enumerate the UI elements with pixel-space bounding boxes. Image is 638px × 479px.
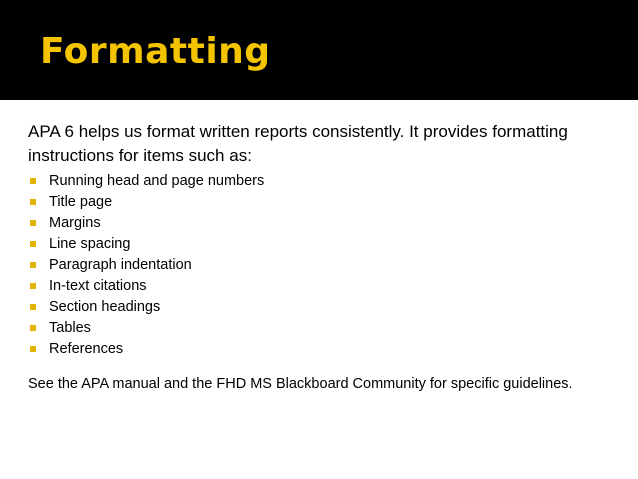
list-item (28, 254, 618, 275)
list-item-label: Title page (49, 193, 113, 210)
list-item (28, 317, 618, 338)
intro-paragraph: APA 6 helps us format written reports consistently. It provides formatting instructions for items such as: (28, 122, 568, 165)
title-bar (0, 0, 638, 100)
square-bullet-icon (30, 178, 36, 184)
square-bullet-icon (30, 262, 36, 268)
square-bullet-icon (30, 325, 36, 331)
list-item (28, 296, 618, 317)
square-bullet-icon (30, 346, 36, 352)
square-bullet-icon (30, 241, 36, 247)
list-item-label: Paragraph indentation (49, 256, 192, 273)
list-item-label: Running head and page numbers (49, 172, 265, 189)
list-item (28, 191, 618, 212)
square-bullet-icon (30, 199, 36, 205)
slide-content (28, 120, 618, 395)
list-item (28, 170, 618, 191)
list-item-label: Line spacing (49, 235, 131, 252)
list-item-label: Margins (49, 214, 101, 231)
list-item-label: Section headings (49, 298, 161, 315)
slide-title: Formatting (40, 31, 271, 72)
footer-note: See the APA manual and the FHD MS Blackboard Community for specific guidelines. (28, 376, 573, 392)
list-item (28, 275, 618, 296)
list-item-label: Tables (49, 319, 91, 336)
square-bullet-icon (30, 304, 36, 310)
list-item (28, 338, 618, 359)
list-item-label: References (49, 340, 124, 357)
square-bullet-icon (30, 283, 36, 289)
square-bullet-icon (30, 220, 36, 226)
list-item (28, 233, 618, 254)
list-item-label: In-text citations (49, 277, 147, 294)
list-item (28, 212, 618, 233)
bullet-list (28, 170, 618, 359)
